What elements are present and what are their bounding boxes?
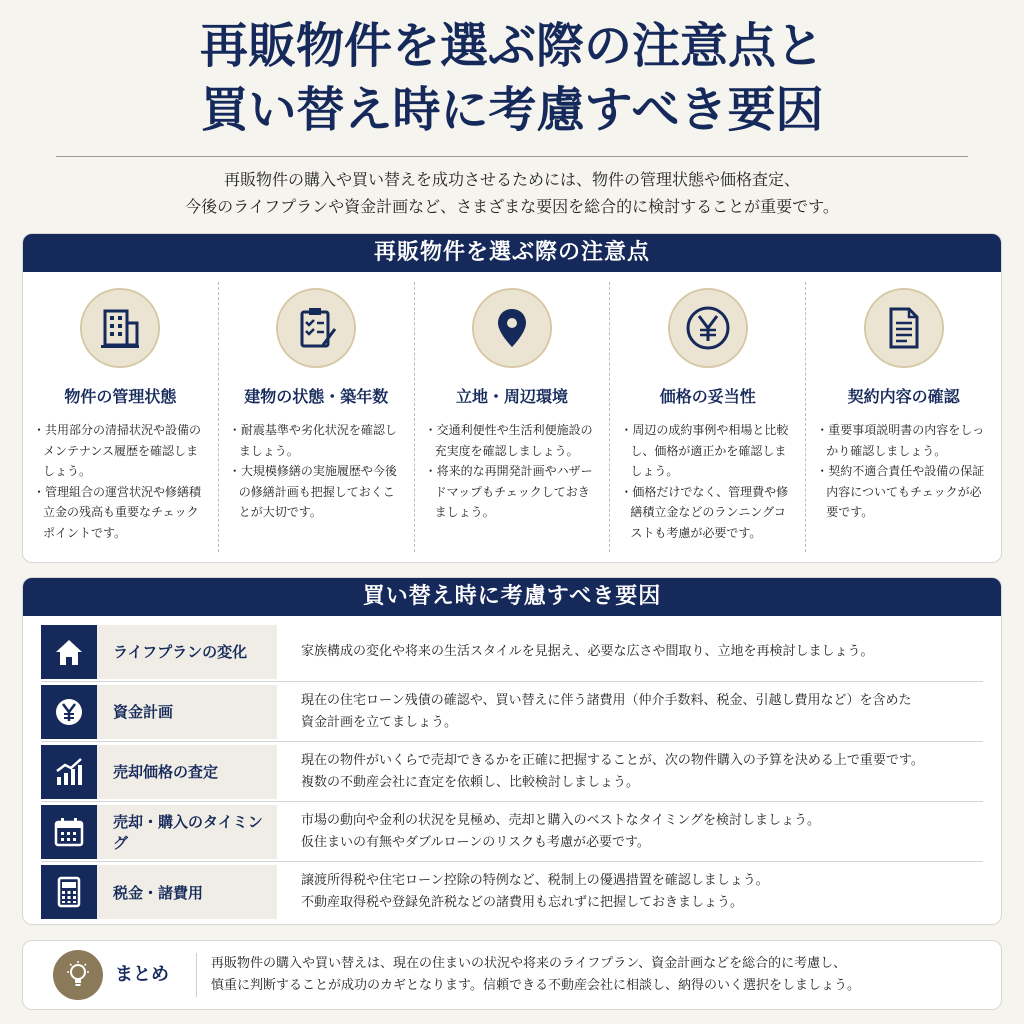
intro-line-2: 今後のライフプランや資金計画など、さまざまな要因を総合的に検討することが重要です。 (185, 197, 839, 216)
factor-text: 譲渡所得税や住宅ローン控除の特例など、税制上の優遇措置を確認しましょう。 (301, 873, 769, 888)
factor-row-tax (41, 862, 983, 922)
point-title: 立地・周辺環境 (455, 387, 568, 406)
point-item: ・ 管理組合の運営状況や修繕積立金の残高も重要なチェックポイントです。 (33, 482, 208, 544)
point-item: ・ 将来的な再開発計画やハザードマップもチェックしておきましょう。 (425, 461, 600, 523)
point-title: 物件の管理状態 (64, 387, 177, 406)
point-column-location (415, 282, 611, 552)
factor-label: 売却価格の査定 (97, 745, 277, 799)
point-column-price (610, 282, 806, 552)
factor-label: 売却・購入のタイミング (97, 805, 277, 859)
title-line-2: 買い替え時に考慮すべき要因 (200, 82, 824, 138)
point-item: ・ 共用部分の清掃状況や設備のメンテナンス履歴を確認しましょう。 (33, 420, 208, 482)
factor-label: ライフプランの変化 (97, 625, 277, 679)
intro-text (0, 166, 1024, 220)
point-item: ・ 契約不適合責任や設備の保証内容についてもチェックが必要です。 (816, 461, 991, 523)
calculator-icon (41, 865, 97, 919)
page-title (0, 14, 1024, 142)
calendar-icon (41, 805, 97, 859)
point-item: ・ 周辺の成約事例や相場と比較し、価格が適正かを確認しましょう。 (620, 420, 795, 482)
factor-row-lifeplan (41, 622, 983, 682)
summary-box (22, 940, 1002, 1010)
factor-text: 現在の住宅ローン残債の確認や、買い替えに伴う諸費用（仲介手数料、税金、引越し費用など）を含めた (301, 692, 912, 708)
point-column-contract (806, 282, 1001, 552)
factor-row-funding (41, 682, 983, 742)
section-replacement-factors (22, 577, 1002, 925)
yen-icon (668, 288, 748, 368)
factor-text: 複数の不動産会社に査定を依頼し、比較検討しましょう。 (301, 774, 640, 790)
yen-coin-icon (41, 685, 97, 739)
factor-row-timing (41, 802, 983, 862)
factor-text: 現在の物件がいくらで売却できるかを正確に把握することが、次の物件購入の予算を決める上で重要です。 (301, 752, 924, 768)
factor-label: 税金・諸費用 (97, 865, 277, 919)
point-item: ・ 交通利便性や生活利便施設の充実度を確認しましょう。 (425, 420, 600, 461)
house-icon (41, 625, 97, 679)
document-icon (864, 288, 944, 368)
point-column-management (23, 282, 219, 552)
section-selection-points (22, 233, 1002, 563)
point-item: ・ 価格だけでなく、管理費や修繕積立金などのランニングコストも考慮が必要です。 (620, 482, 795, 544)
building-icon (80, 288, 160, 368)
intro-line-1: 再販物件の購入や買い替えを成功させるためには、物件の管理状態や価格査定、 (223, 170, 800, 189)
factor-text: 資金計画を立てましょう。 (301, 714, 458, 730)
section-heading: 再販物件を選ぶ際の注意点 (23, 234, 1001, 272)
factor-text: 仮住まいの有無やダブルローンのリスクも考慮が必要です。 (301, 834, 650, 850)
map-pin-icon (472, 288, 552, 368)
summary-label: まとめ (103, 953, 197, 997)
title-line-1: 再販物件を選ぶ際の注意点と (199, 18, 824, 74)
point-item: ・ 耐震基準や劣化状況を確認しましょう。 (229, 420, 404, 461)
point-title: 契約内容の確認 (847, 387, 960, 406)
factor-text: 家族構成の変化や将来の生活スタイルを見据え、必要な広さや間取り、立地を再検討しましょう。 (301, 643, 874, 659)
factor-row-appraisal (41, 742, 983, 802)
factor-text: 市場の動向や金利の状況を見極め、売却と購入のベストなタイミングを検討しましょう。 (301, 812, 820, 828)
point-item: ・ 大規模修繕の実施履歴や今後の修繕計画も把握しておくことが大切です。 (229, 461, 404, 523)
point-column-condition (219, 282, 415, 552)
factor-text: 不動産取得税や登録免許税などの諸費用も忘れずに把握しておきましょう。 (301, 895, 744, 910)
summary-text: 再販物件の購入や買い替えは、現在の住まいの状況や将来のライフプラン、資金計画などを総合的に考慮し、 (211, 956, 847, 971)
summary-text: 慎重に判断することが成功のカギとなります。信頼できる不動産会社に相談し、納得のいく選択をしましょう。 (211, 978, 860, 993)
factor-label: 資金計画 (97, 685, 277, 739)
point-title: 価格の妥当性 (659, 387, 756, 406)
chart-up-icon (41, 745, 97, 799)
section-heading: 買い替え時に考慮すべき要因 (23, 578, 1001, 616)
lightbulb-icon (53, 950, 103, 1000)
checklist-icon (276, 288, 356, 368)
point-title: 建物の状態・築年数 (244, 387, 389, 406)
title-divider (56, 156, 968, 157)
point-item: ・ 重要事項説明書の内容をしっかり確認しましょう。 (816, 420, 991, 461)
